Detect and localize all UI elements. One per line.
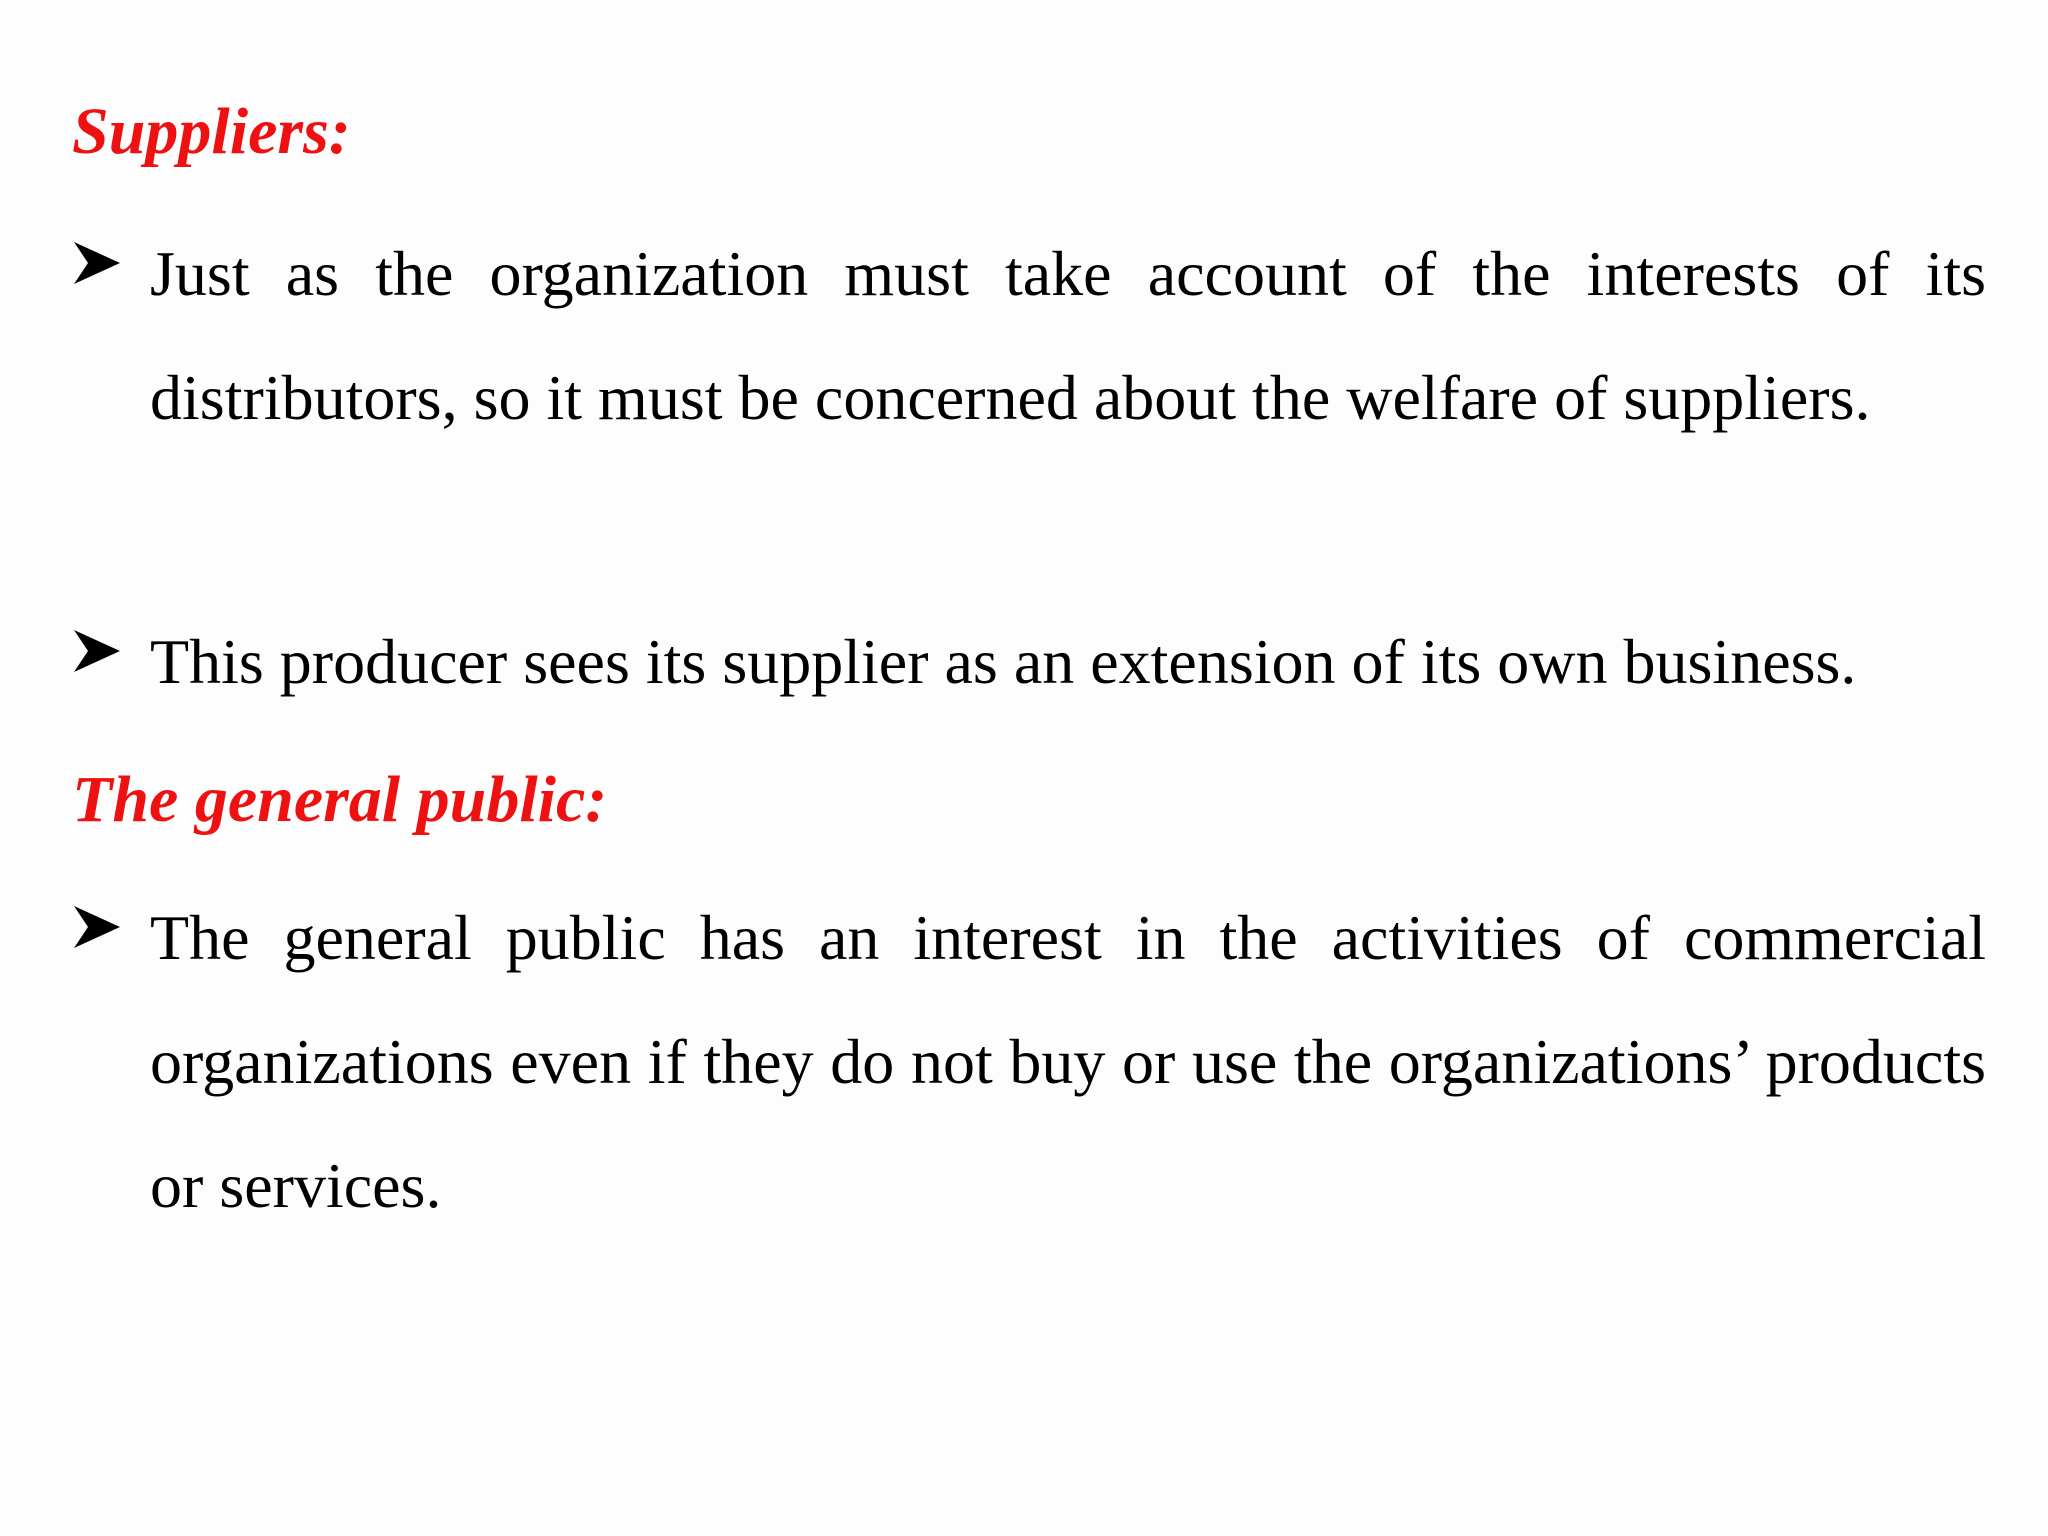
bullet-text: Just as the organization must take account of the interests of its distributors, so it must be concerned about the welfare of suppliers. [150, 238, 1986, 433]
bullet-item [72, 600, 1986, 724]
section-heading-suppliers: Suppliers: [72, 95, 351, 168]
section-heading-general-public: The general public: [72, 763, 608, 836]
arrowhead-bullet-icon [72, 902, 122, 952]
bullet-text: This producer sees its supplier as an extension of its own business. [150, 626, 1857, 697]
arrowhead-bullet-icon [72, 626, 122, 676]
bullet-item [72, 876, 1986, 1248]
bullet-item [72, 212, 1986, 460]
bullet-text: The general public has an interest in the activities of commercial organizations even if they do not buy or use the organizations’ products or services. [150, 902, 1986, 1221]
arrowhead-bullet-icon [72, 238, 122, 288]
